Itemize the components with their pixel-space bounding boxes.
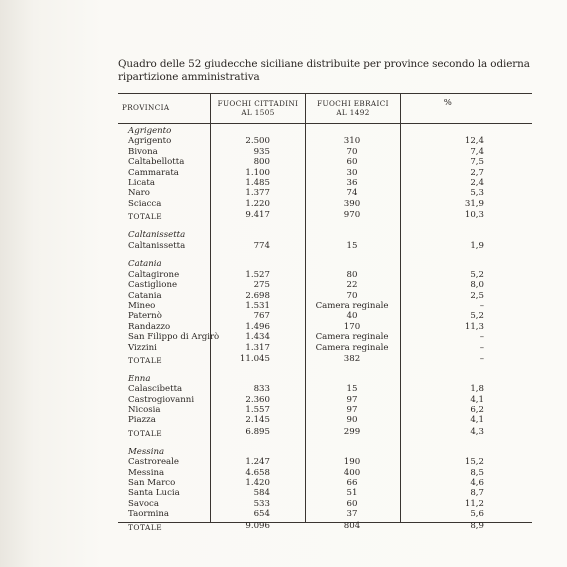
city-name: Sciacca — [128, 198, 162, 209]
header-fuochi-ebraici — [307, 99, 399, 117]
table-row — [118, 509, 532, 519]
fuochi-cittadini-value: 11.045 — [239, 353, 270, 364]
fuochi-cittadini-value: 1.317 — [245, 342, 270, 353]
fuochi-cittadini-value: 9.417 — [245, 210, 270, 221]
fuochi-cittadini-value: 1.527 — [245, 269, 270, 280]
percent-value: 4,1 — [470, 415, 484, 426]
fuochi-cittadini-value: 1.420 — [245, 477, 270, 488]
header-fuochi-ebraici-line1: FUOCHI EBRAICI — [317, 99, 389, 108]
table-row — [118, 199, 532, 209]
header-fuochi-cittadini — [212, 99, 304, 117]
fuochi-cittadini-value: 1.485 — [245, 178, 270, 188]
table-row — [118, 478, 532, 488]
fuochi-cittadini-value: 1.496 — [245, 321, 270, 332]
fuochi-ebraici-value: 97 — [346, 405, 358, 415]
fuochi-ebraici-value: 804 — [343, 520, 361, 531]
fuochi-ebraici-value: 382 — [343, 353, 361, 364]
percent-value: 15,2 — [464, 457, 484, 468]
percent-value: 5,3 — [470, 188, 484, 199]
table-row — [118, 415, 532, 425]
fuochi-ebraici-value: 66 — [346, 477, 358, 488]
total-label: TOTALE — [128, 428, 163, 438]
fuochi-cittadini-value: 2.698 — [245, 290, 270, 301]
table-row — [118, 457, 532, 467]
fuochi-ebraici-value: 70 — [346, 146, 358, 157]
province-heading-row — [118, 259, 532, 269]
fuochi-ebraici-value: 90 — [346, 415, 358, 426]
city-name: Taormina — [128, 509, 170, 520]
table-row — [118, 395, 532, 405]
percent-value: 8,0 — [470, 280, 484, 291]
fuochi-ebraici-value: 310 — [343, 136, 361, 147]
fuochi-cittadini-value: 533 — [253, 498, 270, 509]
fuochi-ebraici-value: 60 — [346, 157, 358, 168]
province-name: Enna — [128, 373, 151, 384]
fuochi-ebraici-value: 970 — [343, 210, 361, 221]
table-row — [118, 311, 532, 321]
table-caption: Quadro delle 52 giudecche siciliane distribuite per province secondo la odierna ripartizione amministrativa — [118, 58, 530, 83]
table-row — [118, 168, 532, 178]
fuochi-ebraici-value: 15 — [346, 384, 358, 395]
city-name: Vizzini — [128, 342, 157, 353]
fuochi-ebraici-value: 190 — [343, 457, 361, 468]
percent-value: – — [479, 353, 484, 364]
city-name: Savoca — [128, 498, 159, 509]
fuochi-cittadini-value: 2.360 — [245, 394, 270, 405]
header-percent: % — [443, 98, 453, 108]
fuochi-ebraici-value: Camera reginale — [315, 332, 389, 343]
fuochi-ebraici-value: 70 — [346, 290, 358, 301]
header-rule — [118, 123, 532, 124]
fuochi-ebraici-value: 299 — [343, 426, 361, 437]
fuochi-ebraici-value: Camera reginale — [315, 300, 389, 311]
table-row — [118, 241, 532, 251]
percent-value: 11,3 — [464, 321, 484, 332]
percent-value: – — [479, 332, 484, 343]
city-name: Agrigento — [128, 136, 172, 147]
table-row — [118, 270, 532, 280]
city-name: Piazza — [128, 415, 156, 426]
fuochi-ebraici-value: 60 — [346, 498, 358, 509]
table-row — [118, 488, 532, 498]
percent-value: 12,4 — [464, 136, 484, 147]
fuochi-ebraici-value: 36 — [346, 178, 358, 188]
fuochi-ebraici-value: 400 — [343, 467, 361, 478]
table-row — [118, 322, 532, 332]
percent-value: 5,2 — [470, 311, 484, 322]
fuochi-cittadini-value: 1.557 — [245, 405, 270, 415]
percent-value: 2,5 — [470, 290, 484, 301]
fuochi-cittadini-value: 654 — [253, 509, 270, 520]
total-row — [118, 426, 532, 436]
province-name: Catania — [128, 259, 162, 270]
province-heading-row — [118, 126, 532, 136]
city-name: Caltagirone — [128, 269, 180, 280]
city-name: Cammarata — [128, 167, 179, 178]
total-label: TOTALE — [128, 522, 163, 532]
province-name: Agrigento — [128, 126, 172, 136]
percent-value: – — [479, 342, 484, 353]
percent-value: 2,4 — [470, 178, 484, 188]
percent-value: 4,3 — [470, 426, 484, 437]
city-name: San Marco — [128, 477, 176, 488]
table-row — [118, 136, 532, 146]
city-name: Paternò — [128, 311, 162, 322]
fuochi-ebraici-value: 15 — [346, 240, 358, 251]
total-row — [118, 353, 532, 363]
percent-value: 6,2 — [470, 405, 484, 415]
total-label: TOTALE — [128, 355, 163, 365]
city-name: Nicosia — [128, 405, 161, 415]
city-name: Licata — [128, 178, 155, 188]
percent-value: 10,3 — [464, 210, 484, 221]
city-name: Bivona — [128, 146, 158, 157]
fuochi-ebraici-value: 30 — [346, 167, 358, 178]
percent-value: 11,2 — [464, 498, 484, 509]
fuochi-cittadini-value: 9.096 — [245, 520, 270, 531]
fuochi-cittadini-value: 584 — [253, 488, 270, 499]
fuochi-ebraici-value: 97 — [346, 394, 358, 405]
city-name: Castrogiovanni — [128, 394, 195, 405]
table-row — [118, 188, 532, 198]
fuochi-cittadini-value: 1.531 — [245, 300, 270, 311]
total-row — [118, 209, 532, 222]
fuochi-cittadini-value: 935 — [253, 146, 270, 157]
city-name: Naro — [128, 188, 150, 199]
percent-value: 5,6 — [470, 509, 484, 520]
city-name: Calascibetta — [128, 384, 183, 395]
fuochi-cittadini-value: 774 — [253, 240, 270, 251]
city-name: Castiglione — [128, 280, 178, 291]
total-row — [118, 520, 532, 530]
percent-value: 8,7 — [470, 488, 484, 499]
percent-value: – — [479, 300, 484, 311]
fuochi-cittadini-value: 1.434 — [245, 332, 270, 343]
percent-value: 7,5 — [470, 157, 484, 168]
table-row — [118, 384, 532, 394]
table-row — [118, 147, 532, 157]
city-name: Catania — [128, 290, 162, 301]
percent-value: 2,7 — [470, 167, 484, 178]
percent-value: 1,8 — [470, 384, 484, 395]
table-row — [118, 343, 532, 353]
giudecche-table — [118, 93, 532, 532]
fuochi-ebraici-value: 22 — [346, 280, 358, 291]
fuochi-cittadini-value: 1.247 — [245, 457, 270, 468]
header-fuochi-cittadini-line1: FUOCHI CITTADINI — [217, 99, 299, 108]
city-name: Caltanissetta — [128, 240, 186, 251]
percent-value: 7,4 — [470, 146, 484, 157]
table-row — [118, 332, 532, 342]
header-province: PROVINCIA — [122, 103, 170, 112]
city-name: Caltabellotta — [128, 157, 185, 168]
percent-value: 4,1 — [470, 394, 484, 405]
percent-value: 31,9 — [464, 198, 484, 209]
fuochi-cittadini-value: 833 — [253, 384, 270, 395]
fuochi-cittadini-value: 275 — [253, 280, 270, 291]
table-top-rule — [118, 93, 532, 94]
fuochi-cittadini-value: 1.100 — [245, 167, 270, 178]
fuochi-cittadini-value: 800 — [253, 157, 270, 168]
city-name: Mineo — [128, 300, 156, 311]
percent-value: 8,5 — [470, 467, 484, 478]
percent-value: 4,6 — [470, 477, 484, 488]
table-row — [118, 291, 532, 301]
fuochi-cittadini-value: 1.377 — [245, 188, 270, 199]
fuochi-ebraici-value: 80 — [346, 269, 358, 280]
province-name: Caltanissetta — [128, 230, 186, 241]
table-row — [118, 178, 532, 188]
province-heading-row — [118, 447, 532, 457]
header-fuochi-cittadini-line2: AL 1505 — [241, 108, 275, 117]
city-name: Castroreale — [128, 457, 179, 468]
percent-value: 1,9 — [470, 240, 484, 251]
fuochi-cittadini-value: 4.658 — [245, 467, 270, 478]
fuochi-cittadini-value: 6.895 — [245, 426, 270, 437]
percent-value: 5,2 — [470, 269, 484, 280]
total-label: TOTALE — [128, 212, 163, 222]
table-row — [118, 157, 532, 167]
province-name: Messina — [128, 446, 165, 457]
fuochi-cittadini-value: 2.145 — [245, 415, 270, 426]
province-heading-row — [118, 230, 532, 240]
fuochi-ebraici-value: 37 — [346, 509, 358, 520]
fuochi-cittadini-value: 767 — [253, 311, 270, 322]
province-heading-row — [118, 374, 532, 384]
city-name: San Filippo di Argirò — [128, 332, 220, 343]
fuochi-ebraici-value: 51 — [346, 488, 358, 499]
fuochi-ebraici-value: 74 — [346, 188, 358, 199]
fuochi-ebraici-value: 390 — [343, 198, 361, 209]
header-fuochi-ebraici-line2: AL 1492 — [336, 108, 370, 117]
percent-value: 8,9 — [470, 520, 484, 531]
table-row — [118, 301, 532, 311]
city-name: Randazzo — [128, 321, 171, 332]
table-row — [118, 280, 532, 290]
table-row — [118, 405, 532, 415]
city-name: Santa Lucia — [128, 488, 180, 499]
fuochi-ebraici-value: 170 — [343, 321, 361, 332]
fuochi-cittadini-value: 2.500 — [245, 136, 270, 147]
fuochi-cittadini-value: 1.220 — [245, 198, 270, 209]
table-row — [118, 499, 532, 509]
table-row — [118, 468, 532, 478]
fuochi-ebraici-value: 40 — [346, 311, 358, 322]
city-name: Messina — [128, 467, 165, 478]
fuochi-ebraici-value: Camera reginale — [315, 342, 389, 353]
